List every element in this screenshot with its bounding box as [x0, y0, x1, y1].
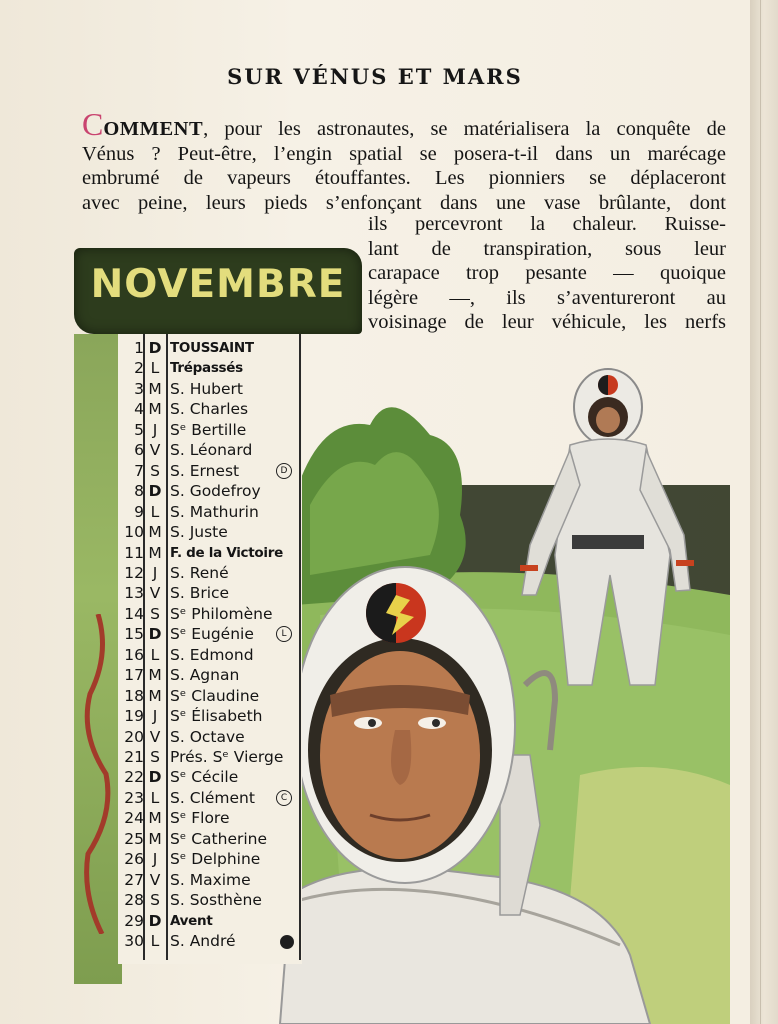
day-number: 19 — [124, 707, 144, 726]
intro-line-4: avec peine, leurs pieds s’enfonçant dans une vase brûlante, dont — [82, 191, 726, 214]
saint-name: Avent — [170, 912, 213, 929]
calendar-row — [118, 788, 308, 808]
day-number: 10 — [124, 523, 144, 542]
moon-phase-icon: C — [276, 790, 292, 806]
day-number: 24 — [124, 809, 144, 828]
right-column-text — [368, 212, 726, 335]
day-of-week: V — [149, 727, 161, 746]
day-number: 23 — [124, 788, 144, 807]
intro-smallcaps: OMMENT — [103, 118, 204, 140]
calendar-row — [118, 767, 308, 787]
saint-name: S. Charles — [170, 400, 249, 419]
saint-name: Sᵉ Eugénie — [170, 625, 254, 644]
day-number: 5 — [134, 420, 144, 439]
right-line-4: légère —, ils s’aventureront au — [368, 286, 726, 309]
day-of-week: V — [149, 584, 161, 603]
day-of-week: M — [148, 400, 162, 419]
saint-name: S. Octave — [170, 727, 245, 746]
calendar-row — [118, 727, 308, 747]
calendar-row — [118, 890, 308, 910]
intro-line-1 — [82, 106, 726, 142]
moon-phase-icon: L — [276, 626, 292, 642]
saint-name: S. Clément — [170, 788, 255, 807]
day-of-week: J — [152, 707, 158, 726]
day-number: 15 — [124, 625, 144, 644]
calendar-row — [118, 583, 308, 603]
drop-cap: C — [82, 106, 104, 142]
page-edge — [750, 0, 778, 1024]
saint-name: S. Brice — [170, 584, 230, 603]
page-edge-line — [760, 0, 761, 1024]
day-of-week: M — [148, 686, 162, 705]
calendar-row — [118, 440, 308, 460]
saint-name: Sᵉ Cécile — [170, 768, 239, 787]
month-name: NOVEMBRE — [90, 262, 346, 307]
day-number: 8 — [134, 482, 144, 501]
saint-name: S. Agnan — [170, 666, 240, 685]
day-number: 7 — [134, 461, 144, 480]
calendar-row — [118, 338, 308, 358]
right-line-1: ils percevront la chaleur. Ruisse- — [368, 213, 726, 235]
calendar-row — [118, 624, 308, 644]
saint-name: S. René — [170, 563, 229, 582]
day-number: 13 — [124, 584, 144, 603]
day-number: 26 — [124, 850, 144, 869]
moon-phase-icon: D — [276, 463, 292, 479]
saint-name: F. de la Victoire — [170, 544, 283, 561]
saint-name: S. Ernest — [170, 461, 240, 480]
calendar-row — [118, 481, 308, 501]
calendar-row — [118, 461, 308, 481]
day-of-week: J — [152, 563, 158, 582]
moon-phase-icon — [280, 935, 294, 949]
day-number: 9 — [134, 502, 144, 521]
day-number: 11 — [124, 543, 144, 562]
day-number: 22 — [124, 768, 144, 787]
day-of-week: S — [150, 891, 160, 910]
day-of-week: M — [148, 543, 162, 562]
day-number: 6 — [134, 441, 144, 460]
calendar-row — [118, 931, 308, 951]
calendar-row — [118, 502, 308, 522]
day-of-week: J — [152, 850, 158, 869]
day-number: 1 — [134, 339, 144, 357]
saint-name: Sᵉ Bertille — [170, 420, 247, 439]
saint-name: Sᵉ Catherine — [170, 829, 268, 848]
calendar-row — [118, 645, 308, 665]
day-of-week: V — [149, 441, 161, 460]
day-number: 3 — [134, 379, 144, 398]
calendar-row — [118, 604, 308, 624]
saint-name: Trépassés — [170, 360, 243, 377]
saint-name: Prés. Sᵉ Vierge — [170, 748, 284, 766]
day-of-week: D — [148, 768, 162, 787]
day-of-week: D — [148, 339, 162, 357]
saint-name: S. Maxime — [170, 870, 251, 889]
day-number: 28 — [124, 891, 144, 910]
saint-name: S. Godefroy — [170, 482, 261, 501]
calendar-row — [118, 808, 308, 828]
calendar-row — [118, 543, 308, 563]
right-line-2: lant de transpiration, sous leur — [368, 237, 726, 260]
calendar-row — [118, 747, 308, 767]
calendar-row — [118, 911, 308, 931]
right-line-5: voisinage de leur véhicule, les nerfs — [368, 311, 726, 334]
day-number: 21 — [124, 748, 144, 766]
intro-line-2: Vénus ? Peut-être, l’engin spatial se posera-t-il dans un marécage — [82, 142, 726, 165]
red-scrawl-decoration — [80, 614, 116, 934]
calendar-row — [118, 706, 308, 726]
saint-name: S. Sosthène — [170, 891, 262, 910]
calendar-row — [118, 399, 308, 419]
month-banner — [74, 248, 362, 334]
calendar-row — [118, 665, 308, 685]
day-of-week: D — [148, 911, 162, 930]
day-number: 4 — [134, 400, 144, 419]
day-number: 25 — [124, 829, 144, 848]
saint-name: Sᵉ Claudine — [170, 686, 260, 705]
day-of-week: D — [148, 625, 162, 644]
saint-name: S. Hubert — [170, 379, 243, 398]
calendar-green-margin — [74, 334, 122, 984]
calendar-row — [118, 358, 308, 378]
day-of-week: S — [150, 604, 160, 623]
saint-name: Sᵉ Philomène — [170, 604, 273, 623]
saint-name: TOUSSAINT — [170, 340, 254, 356]
right-line-3: carapace trop pesante — quoique — [368, 262, 726, 285]
day-number: 27 — [124, 870, 144, 889]
intro-text-1: , pour les astronautes, se matérialisera la conquête de — [203, 118, 726, 140]
calendar-row — [118, 870, 308, 890]
saint-name: Sᵉ Delphine — [170, 850, 261, 869]
day-of-week: L — [150, 359, 160, 378]
calendar-row — [118, 829, 308, 849]
day-of-week: M — [148, 809, 162, 828]
saint-name: S. Léonard — [170, 441, 253, 460]
day-of-week: S — [150, 461, 160, 480]
saint-name: S. Edmond — [170, 645, 254, 664]
day-number: 17 — [124, 666, 144, 685]
saint-name: S. Juste — [170, 523, 228, 542]
saint-name: S. Mathurin — [170, 502, 259, 521]
day-of-week: D — [148, 482, 162, 501]
day-of-week: V — [149, 870, 161, 889]
intro-paragraph — [82, 106, 726, 215]
calendar-row — [118, 522, 308, 542]
saint-name: Sᵉ Flore — [170, 809, 230, 828]
day-of-week: M — [148, 666, 162, 685]
calendar-row — [118, 563, 308, 583]
day-of-week: L — [150, 788, 160, 807]
day-of-week: L — [150, 645, 160, 664]
saint-name: S. André — [170, 932, 236, 951]
day-number: 29 — [124, 911, 144, 930]
day-of-week: M — [148, 379, 162, 398]
day-number: 16 — [124, 645, 144, 664]
day-number: 18 — [124, 686, 144, 705]
day-of-week: L — [150, 932, 160, 951]
day-of-week: L — [150, 502, 160, 521]
intro-line-3: embrumé de vapeurs étouffantes. Les pionniers se déplaceront — [82, 167, 726, 190]
calendar-row — [118, 849, 308, 869]
day-of-week: M — [148, 829, 162, 848]
day-number: 12 — [124, 563, 144, 582]
day-number: 30 — [124, 932, 144, 951]
day-number: 20 — [124, 727, 144, 746]
calendar-row — [118, 379, 308, 399]
day-of-week: J — [152, 420, 158, 439]
calendar-row — [118, 420, 308, 440]
calendar-row — [118, 686, 308, 706]
page-title: SUR VÉNUS ET MARS — [227, 64, 523, 89]
day-of-week: M — [148, 523, 162, 542]
day-number: 2 — [134, 359, 144, 378]
day-of-week: S — [150, 748, 160, 766]
saint-name: Sᵉ Élisabeth — [170, 707, 263, 726]
day-number: 14 — [124, 604, 144, 623]
